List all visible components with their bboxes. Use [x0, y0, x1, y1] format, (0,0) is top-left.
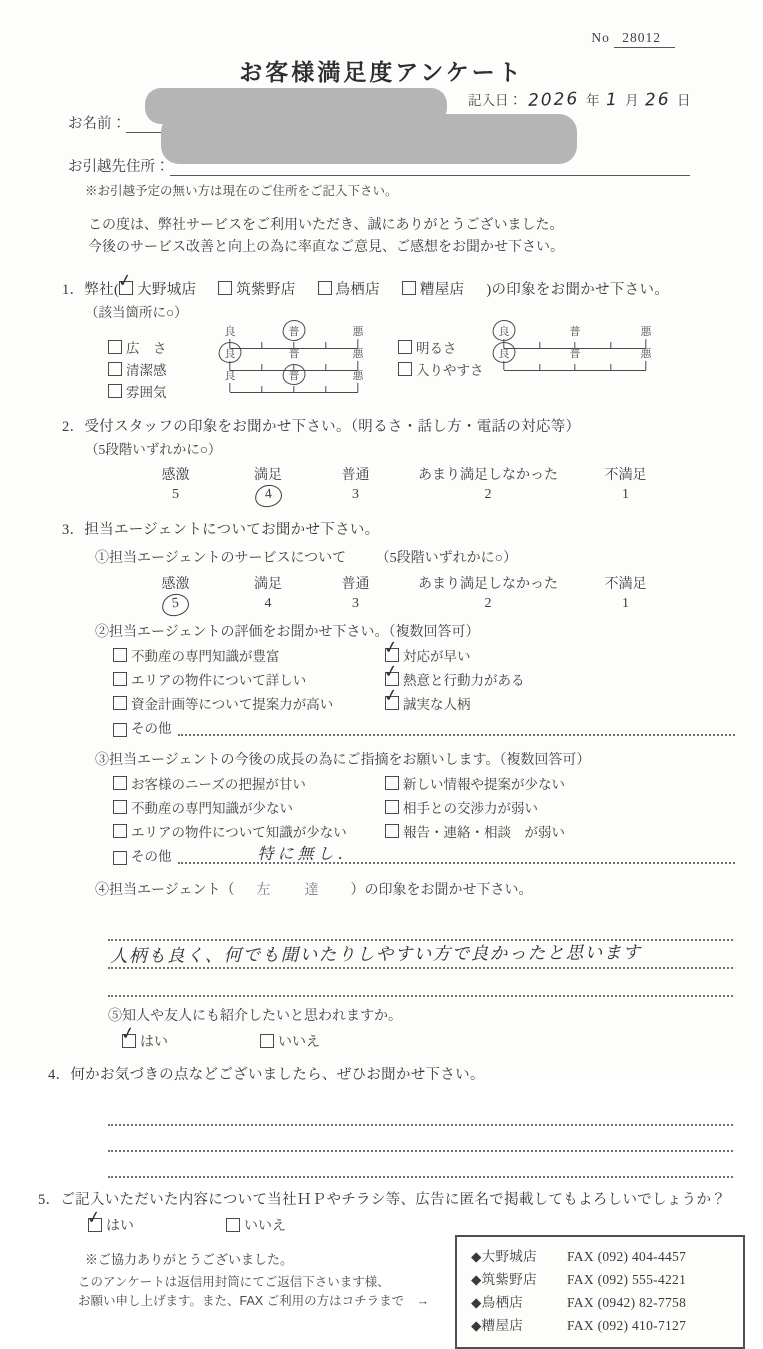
checkbox: [85, 1206, 103, 1232]
scale-tick-label: 普: [569, 347, 581, 360]
rating-value: [578, 487, 673, 503]
rating-option: [398, 573, 578, 613]
rating-number: 2: [484, 486, 492, 502]
scales-right-column: [398, 325, 763, 401]
rating-number: 3: [352, 486, 359, 502]
scale-tick: [293, 386, 294, 392]
scale-label: 雰囲気: [126, 384, 167, 400]
handwritten-month: 1: [605, 89, 620, 111]
rating-number: 1: [622, 595, 629, 611]
checkbox-label: 不動産の専門知識が豊富: [131, 648, 280, 664]
rating-label: あまり満足しなかった: [418, 576, 558, 592]
scale-name-group: [398, 359, 504, 379]
rating-value: [398, 596, 578, 612]
scale-selection-circle: [281, 363, 306, 386]
fax-store-name: ◆大野城店: [471, 1248, 537, 1264]
checkbox-item: [113, 821, 385, 841]
agent-name: 左 達: [256, 882, 329, 898]
return-instructions-line: このアンケートは返信用封筒にてご返信下さいます様、: [78, 1274, 390, 1289]
checkbox: [385, 824, 399, 838]
q3s1-heading: [95, 547, 763, 567]
checkbox: [113, 776, 127, 790]
rating-row: [128, 573, 763, 613]
scale-label: 入りやすさ: [416, 362, 484, 378]
scale-label: 明るさ: [416, 340, 457, 356]
entry-date-row: [468, 89, 763, 110]
rating-value: [128, 487, 223, 503]
document-number-value: 28012: [614, 30, 675, 48]
checkbox-option: [402, 282, 464, 298]
document-number-row: [0, 0, 763, 48]
handwritten-day: 26: [644, 89, 671, 111]
rating-value: [313, 596, 398, 612]
rating-number: 4: [264, 595, 272, 611]
q3s2-heading: ②担当エージェントの評価をお聞かせ下さい。（複数回答可）: [95, 624, 480, 640]
scale-tick: [261, 386, 262, 392]
scale-tick-label: 良: [498, 325, 510, 338]
rating-option: [578, 573, 673, 613]
redaction-block: [161, 114, 577, 164]
agent-comment-block: [108, 913, 733, 997]
rating-option: [313, 573, 398, 613]
handwritten-year: 2026: [528, 89, 580, 111]
store-options: [116, 269, 486, 298]
rating-label: 普通: [341, 467, 370, 483]
fax-row: [471, 1315, 733, 1338]
rating-value: [223, 596, 313, 612]
intro-paragraph: [88, 215, 763, 260]
checkbox-label: 不動産の専門知識が少ない: [131, 800, 293, 816]
month-unit: 月: [625, 93, 639, 108]
rating-option: [223, 464, 313, 504]
checkbox: [402, 281, 416, 295]
checkbox-option: [318, 282, 380, 298]
checkbox: [382, 636, 400, 662]
scale-label: 広 さ: [126, 340, 167, 356]
intro-line: 今後のサービス改善と向上の為に率直なご意見、ご感想をお聞かせ下さい。: [88, 240, 564, 256]
q2-rating-scale: [0, 464, 763, 504]
q2-heading: 2．受付スタッフの印象をお聞かせ下さい。（明るさ・話し方・電話の対応等）: [62, 418, 581, 435]
checkbox-label: 熱意と行動力がある: [403, 672, 525, 688]
fax-row: [471, 1246, 733, 1269]
check-icon: ✓: [119, 1022, 137, 1045]
answer-line: [108, 1100, 733, 1126]
scale-tick: [645, 361, 646, 370]
q3s1-heading-text: ①担当エージェントのサービスについて: [95, 550, 347, 566]
rating-label: あまり満足しなかった: [418, 467, 558, 483]
scale-tick: [574, 364, 575, 370]
rating-value: [223, 487, 313, 504]
fax-row: [471, 1292, 733, 1315]
checkbox: [113, 800, 127, 814]
q2-subnote: （5段階いずれかに○）: [85, 441, 222, 457]
address-note: ※お引越予定の無い方は現在のご住所をご記入下さい。: [85, 184, 398, 198]
scale: [498, 344, 652, 378]
rating-option: [313, 464, 398, 504]
scale-line: [230, 392, 358, 393]
fax-store-name: ◆筑紫野店: [471, 1271, 537, 1287]
rating-value: [313, 487, 398, 503]
checkbox-grid: [113, 773, 763, 841]
checkbox-label: 誠実な人柄: [403, 696, 471, 712]
rating-label: 感激: [161, 467, 190, 483]
fax-store-name: ◆鳥栖店: [471, 1294, 524, 1310]
other-option-row: [113, 717, 763, 737]
checkbox: [318, 281, 332, 295]
q1-subnote: （該当箇所に○）: [85, 304, 188, 320]
scale-label: 清潔感: [126, 362, 167, 378]
q3s3-heading: ③担当エージェントの今後の成長の為にご指摘をお願いします。（複数回答可）: [95, 752, 591, 768]
check-icon: ✓: [382, 636, 400, 659]
q3s4-prefix: ④担当エージェント（: [95, 882, 235, 898]
checkbox: [113, 851, 127, 865]
page-title: お客様満足度アンケート: [239, 60, 524, 85]
q1-heading-suffix: )の印象をお聞かせ下さい。: [486, 281, 670, 298]
handwritten-comment: 人柄も良く、何でも聞いたりしやすい方で良かったと思います: [109, 942, 642, 967]
rating-option: [398, 464, 578, 504]
scale-tick: [229, 383, 230, 392]
checkbox-option: [218, 282, 295, 298]
scales-left-column: [108, 325, 398, 401]
rating-label: 感激: [161, 576, 190, 592]
yes-no-row: [85, 1206, 763, 1235]
checkbox: [113, 696, 127, 710]
rating-number-circled: 4: [253, 483, 282, 508]
comment-line: [108, 941, 733, 969]
fax-row: [471, 1269, 733, 1292]
scale-name-group: [398, 337, 504, 357]
no-label: いいえ: [244, 1218, 286, 1234]
intro-line: この度は、弊社サービスをご利用いただき、誠にありがとうございました。: [88, 218, 564, 233]
scale-tick-label: 悪: [352, 325, 364, 338]
checkbox-label: 資金計画等について提案力が高い: [131, 696, 334, 712]
checkbox: [108, 362, 122, 376]
checkbox-item: [385, 821, 763, 841]
answer-line: [108, 1126, 733, 1152]
comment-line: [108, 913, 733, 941]
checkbox-item: [382, 636, 763, 665]
rating-value: [128, 596, 223, 613]
scale-line: [504, 370, 646, 371]
q3-heading: 3．担当エージェントについてお聞かせ下さい。: [62, 521, 380, 538]
q3s3-checkbox-grid: [0, 773, 763, 865]
footer: [0, 1248, 763, 1333]
checkbox-label: 報告・連絡・相談 が弱い: [403, 824, 565, 840]
scale-tick: [503, 361, 504, 370]
dotted-line: [178, 843, 736, 864]
checkbox-item: [113, 797, 385, 817]
checkbox: [113, 672, 127, 686]
q3s2-checkbox-grid: [0, 636, 763, 737]
scale-tick-label: 普: [288, 369, 300, 382]
checkbox-item: [113, 645, 385, 665]
checkbox-item: [113, 669, 385, 689]
q3s4-heading: [95, 879, 763, 899]
scale-selection-circle: [281, 319, 306, 342]
rating-row: [128, 464, 763, 504]
scale: [224, 366, 364, 400]
scale-tick-label: 普: [288, 325, 300, 338]
checkbox-option: [116, 269, 197, 298]
checkbox-item: [385, 773, 763, 793]
rating-number: 2: [484, 595, 492, 611]
rating-option: [223, 573, 313, 613]
rating-label: 満足: [254, 576, 282, 592]
yes-option: [85, 1206, 134, 1235]
checkbox: [385, 800, 399, 814]
name-label: お名前：: [68, 116, 126, 132]
day-unit: 日: [676, 93, 691, 108]
fax-number: FAX (092) 410-7127: [567, 1317, 687, 1333]
other-label: その他: [131, 720, 172, 736]
scale-name-group: [108, 337, 230, 357]
q3s1-subnote: （5段階いずれかに○）: [375, 550, 518, 566]
q3s1-rating-scale: [0, 573, 763, 613]
impression-scales: [108, 325, 763, 401]
other-option-row: [113, 845, 763, 865]
year-unit: 年: [586, 93, 600, 108]
check-icon: ✓: [382, 684, 400, 707]
dotted-line: [178, 718, 736, 736]
address-label: お引越先住所：: [68, 159, 170, 175]
scale-name-group: [108, 381, 230, 401]
checkbox-label: 新しい情報や提案が少ない: [403, 776, 565, 792]
q5-yes-no: [0, 1206, 763, 1235]
store-label: 鳥栖店: [335, 281, 380, 298]
q4-heading: 4．何かお気づきの点などございましたら、ぜひお聞かせ下さい。: [48, 1066, 485, 1083]
rating-option: [128, 573, 223, 613]
rating-option: [578, 464, 673, 504]
scale-tick-label: 良: [224, 347, 236, 360]
scale-tick-label: 悪: [352, 347, 364, 360]
checkbox-label: 対応が早い: [403, 648, 471, 664]
scale-tick: [610, 364, 611, 370]
checkbox-item: [382, 684, 763, 713]
comment-line: [108, 969, 733, 997]
checkbox: [398, 362, 412, 376]
scale-tick-label: 悪: [352, 369, 364, 382]
checkbox-label: お客様のニーズの把握が甘い: [131, 776, 306, 792]
checkbox-item: [113, 693, 385, 713]
q5-heading: 5．ご記入いただいた内容について当社ＨＰやチラシ等、広告に匿名で掲載してもよろしいでしょうか？: [38, 1191, 727, 1208]
checkbox: [226, 1218, 240, 1232]
handwritten-other: 特に無し．: [257, 843, 358, 863]
checkbox: [385, 776, 399, 790]
fax-number: FAX (0942) 82-7758: [567, 1294, 687, 1310]
scale-tick-label: 良: [498, 347, 510, 360]
checkbox: [116, 269, 135, 295]
fax-number: FAX (092) 404-4457: [567, 1248, 687, 1264]
q3s5-yes-no: [0, 1022, 763, 1051]
q3s4-suffix: ）の印象をお聞かせ下さい。: [350, 882, 533, 898]
fax-number: FAX (092) 555-4221: [567, 1271, 687, 1287]
scale-tick: [325, 386, 326, 392]
q1-heading: [62, 269, 763, 299]
rating-number-circled: 5: [161, 592, 190, 617]
q4-answer-lines: [108, 1100, 733, 1178]
scale-tick-label: 悪: [640, 325, 652, 338]
no-option: [260, 1031, 320, 1051]
checkbox: [113, 824, 127, 838]
rating-label: 満足: [254, 467, 282, 483]
checkbox-label: エリアの物件について詳しい: [131, 672, 307, 688]
checkbox: [382, 684, 400, 710]
checkbox-label: エリアの物件について知識が少ない: [131, 824, 347, 840]
rating-number: 5: [172, 486, 179, 502]
checkbox: [113, 648, 127, 662]
store-label: 糟屋店: [419, 281, 465, 298]
q3s5-heading: ⑤知人や友人にも紹介したいと思われますか。: [108, 1008, 402, 1024]
scale-name-group: [108, 359, 230, 379]
no-label: いいえ: [278, 1034, 320, 1050]
checkbox: [398, 340, 412, 354]
rating-label: 不満足: [604, 467, 647, 483]
scale-tick: [539, 364, 540, 370]
checkbox: [218, 281, 232, 295]
scale-tick: [357, 383, 358, 392]
other-label: その他: [131, 848, 172, 864]
return-instructions-line: お願い申し上げます。また、FAX ご利用の方はコチラまで →: [78, 1293, 430, 1308]
date-label: 記入日：: [468, 93, 522, 108]
scale-tick-label: 良: [224, 325, 236, 338]
check-icon: ✓: [382, 660, 400, 683]
scale-tick-label: 普: [288, 347, 300, 360]
yes-label: はい: [106, 1218, 134, 1234]
scale-tick-label: 悪: [640, 347, 652, 360]
rating-label: 不満足: [604, 576, 647, 592]
checkbox: [113, 723, 127, 737]
checkbox-item: [382, 660, 763, 689]
checkbox: [260, 1034, 274, 1048]
answer-line: [108, 1152, 733, 1178]
yes-no-row: [119, 1022, 763, 1051]
document-number-label: No: [591, 30, 610, 45]
checkbox: [108, 340, 122, 354]
no-option: [226, 1215, 286, 1235]
yes-option: [119, 1022, 168, 1051]
rating-value: [578, 596, 673, 612]
scale-tick-label: 普: [569, 325, 581, 338]
checkbox-item: [385, 797, 763, 817]
store-label: 大野城店: [137, 281, 197, 298]
fax-directory-box: [455, 1235, 745, 1349]
thanks-note: ※ご協力ありがとうございました。: [85, 1251, 294, 1267]
checkbox: [119, 1022, 137, 1048]
checkbox-item: [113, 773, 385, 793]
rating-label: 普通: [341, 576, 370, 592]
rating-number: 3: [352, 595, 359, 611]
fax-store-name: ◆糟屋店: [471, 1317, 524, 1333]
rating-option: [128, 464, 223, 504]
q1-heading-prefix: 1．弊社(: [62, 281, 120, 298]
check-icon: ✓: [85, 1206, 103, 1229]
rating-number: 1: [622, 486, 629, 502]
check-icon: ✓: [116, 269, 135, 292]
checkbox-label: 相手との交渉力が弱い: [403, 800, 538, 816]
rating-value: [398, 487, 578, 503]
scale-tick-label: 良: [224, 369, 236, 382]
store-label: 筑紫野店: [236, 281, 296, 298]
checkbox: [382, 660, 400, 686]
checkbox-grid: [113, 636, 763, 713]
yes-label: はい: [140, 1034, 168, 1050]
checkbox: [108, 384, 122, 398]
